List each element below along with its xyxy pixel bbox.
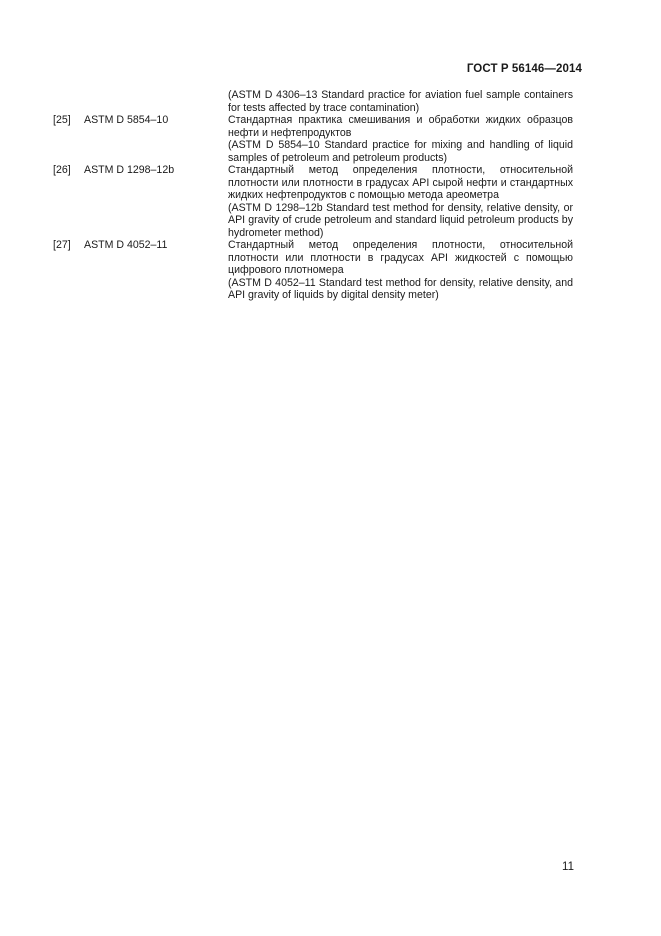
entry-standard: ASTM D 5854–10	[84, 114, 169, 126]
entry-description	[228, 114, 573, 164]
entry-description	[228, 239, 573, 302]
entry-number: [26]	[53, 164, 71, 176]
bibliography-entry-26	[53, 164, 573, 239]
entry-english-title: (ASTM D 4052–11 Standard test method for density, relative density, and API gravity of liquids by digital density meter)	[228, 276, 573, 301]
entry-english-title: (ASTM D 1298–12b Standard test method for density, relative density, or API gravity of crude petroleum and standard liquid petroleum products by hydrometer method)	[228, 201, 573, 239]
page-number: 11	[562, 861, 574, 873]
bibliography-entry-27	[53, 239, 573, 302]
entry-russian-title: Стандартный метод определения плотности, относительной плотности или плотности в градусах API сырой нефти и стандартных жидких нефтепродуктов с помощью метода ареометра	[228, 164, 573, 201]
entry-standard: ASTM D 1298–12b	[84, 164, 175, 176]
entry-russian-title: Стандартная практика смешивания и обработки жидких образцов нефти и нефтепродуктов	[228, 114, 573, 139]
entry-standard: ASTM D 4052–11	[84, 239, 168, 251]
entry-description	[228, 89, 573, 114]
entry-number: [25]	[53, 114, 71, 126]
document-code-header: ГОСТ Р 56146—2014	[466, 63, 582, 75]
entry-english-title: (ASTM D 5854–10 Standard practice for mixing and handling of liquid samples of petroleum and petroleum products)	[228, 139, 573, 164]
bibliography-entry-continuation	[53, 89, 573, 114]
entry-description	[228, 164, 573, 239]
entry-english-title: (ASTM D 4306–13 Standard practice for aviation fuel sample containers for tests affected by trace contamination)	[228, 89, 573, 114]
bibliography-list	[53, 89, 573, 302]
entry-number: [27]	[53, 239, 71, 251]
entry-russian-title: Стандартный метод определения плотности, относительной плотности или плотности в градусах API жидкостей с помощью цифрового плотномера	[228, 239, 573, 276]
bibliography-entry-25	[53, 114, 573, 164]
